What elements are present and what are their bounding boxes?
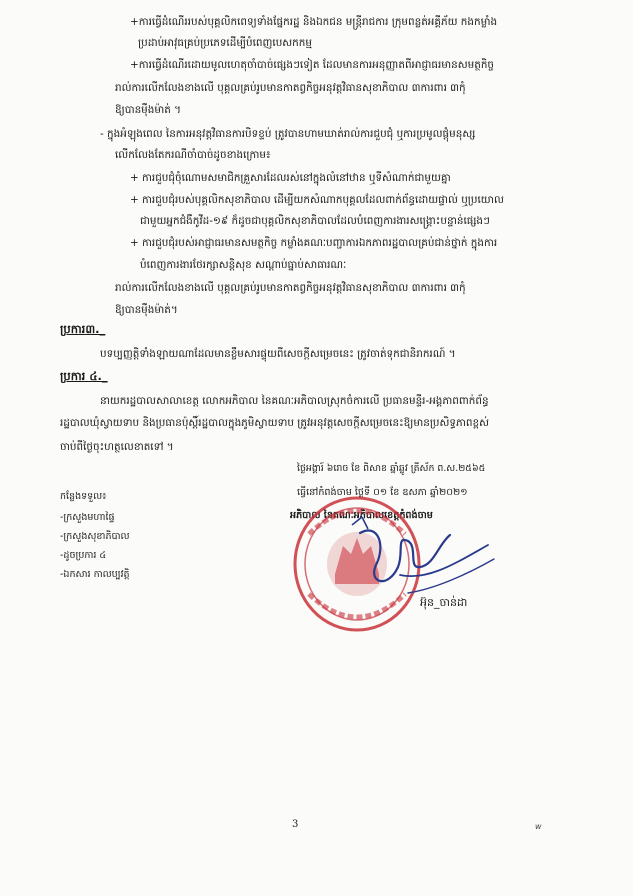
article-3-text: បទប្បញ្ញត្តិទាំងឡាយណាដែលមានខ្លឹមសារផ្ទុយពីសេចក្តីសម្រេចនេះ ត្រូវចាត់ទុកជានិរាករណ៍ ។ <box>100 348 456 360</box>
corner-mark: w <box>535 822 542 831</box>
body-line: រាល់ការលើកលែងខាងលើ បុគ្គលគ្រប់រូបមានកាតព្វកិច្ចអនុវត្តវិធានសុខាភិបាល ៣ការពារ ៣កុំ <box>115 82 466 94</box>
body-line: + ការជួបជុំរបស់បុគ្គលិកសុខាភិបាល ដើម្បីយកសំណាកបុគ្គលដែលពាក់ព័ន្ធដោយផ្ទាល់ ឬប្រយោល <box>130 194 504 206</box>
page-number: 3 <box>292 819 299 830</box>
body-line: បំពេញការងារថែរក្សាសន្តិសុខ សណ្តាប់ធ្នាប់សាធារណៈ <box>140 259 347 271</box>
article-4-line: រដ្ឋបាលឃុំស្វាយទាប និងប្រធានប៉ុស្តិ៍រដ្ឋបាលក្នុងភូមិស្វាយទាប ត្រូវអនុវត្តសេចក្តីសម្រេចនេះឱ្យមានប្រសិទ្ធភាពខ្ពស់ <box>60 417 489 429</box>
body-line: ជាមួយអ្នកជំងឺកូវីដ-១៩ ក៏ដូចជាបុគ្គលិកសុខាភិបាលដែលបំពេញការងារសង្គ្រោះបន្ទាន់ផ្សេងៗ <box>140 215 490 227</box>
article-3-heading: ប្រការ៣._ <box>60 322 106 336</box>
signer-title: អភិបាល នៃគណៈអភិបាលខេត្តកំពង់ចាម <box>290 510 433 521</box>
body-line: - ក្នុងអំឡុងពេល នៃការអនុវត្តវិធានការបិទខ្ទប់ ត្រូវបានហាមឃាត់រាល់ការជួបជុំ ឬការប្រមូលផ្តុំមនុស្ស <box>100 128 476 140</box>
recipients-heading: កន្លែងទទួល៖ <box>60 491 107 502</box>
signer-name: អ៊ុន_ចាន់ដា <box>420 596 468 609</box>
signature <box>338 505 498 625</box>
body-line: ឱ្យបានម៉ឺងម៉ាត់ ។ <box>115 104 182 116</box>
article-4-heading: ប្រការ ៤._ <box>60 369 108 383</box>
lunar-date: ថ្ងៃអង្គារ៍ ៦រោច ខែ ពិសាខ ឆ្នាំឆ្លូវ ត្រីស័ក ព.ស.២៥៦៥ <box>297 463 486 474</box>
recipient-item: -ដូចប្រការ ៤ <box>60 550 107 561</box>
issue-date: ធ្វើនៅកំពង់ចាម ថ្ងៃទី ០១ ខែ ឧសភា ឆ្នាំ២០២១ <box>297 487 468 498</box>
body-line: + ការជួបជុំរបស់អាជ្ញាធរមានសមត្ថកិច្ច កម្លាំងគណៈបញ្ជាការឯកភាពរដ្ឋបាលគ្រប់ជាន់ថ្នាក់ ក្នុងការ <box>130 237 498 249</box>
body-line: ឱ្យបានម៉ឺងម៉ាត់។ <box>115 304 178 316</box>
recipient-item: -ឯកសារ កាលប្បវត្តិ <box>60 569 130 580</box>
body-line: លើកលែងតែករណីចាំបាច់ដូចខាងក្រោម៖ <box>115 149 271 161</box>
body-line: +ការធ្វើដំណើរដោយមូលហេតុចាំបាច់ផ្សេងៗទៀត ដែលមានការអនុញ្ញាតពីអាជ្ញាធរមានសមត្ថកិច្ច <box>130 59 495 71</box>
body-line: ប្រដាប់អាវុធគ្រប់ប្រភេទដើម្បីបំពេញបេសកកម្ម <box>138 37 312 49</box>
recipient-item: -ក្រសួងមហាផ្ទៃ <box>60 512 115 523</box>
article-4-line: នាយករដ្ឋបាលសាលាខេត្ត លោកអភិបាល នៃគណៈអភិបាលស្រុកចំការលើ ប្រធានមន្ទីរ-អង្គភាពពាក់ព័ន្ធ <box>100 395 489 407</box>
body-line: + ការជួបជុំចុំណោមសមាជិកគ្រួសារដែលរស់នៅក្នុងលំនៅឋាន ឬទីសំណាក់ជាមួយគ្នា <box>130 172 451 184</box>
article-4-line: ចាប់ពីថ្ងៃចុះហត្ថលេខាតទៅ ។ <box>60 441 174 453</box>
body-line: រាល់ការលើកលែងខាងលើ បុគ្គលគ្រប់រូបមានកាតព្វកិច្ចអនុវត្តវិធានសុខាភិបាល ៣ការពារ ៣កុំ <box>115 282 466 294</box>
body-line: +ការធ្វើដំណើររបស់បុគ្គលិកពេទ្យទាំងផ្នែករដ្ឋ និងឯកជន មន្ត្រីរាជការ ក្រុមពន្លត់អគ្គីភ័យ កងកម្លាំង <box>130 16 498 28</box>
recipient-item: -ក្រសួងសុខាភិបាល <box>60 531 130 542</box>
